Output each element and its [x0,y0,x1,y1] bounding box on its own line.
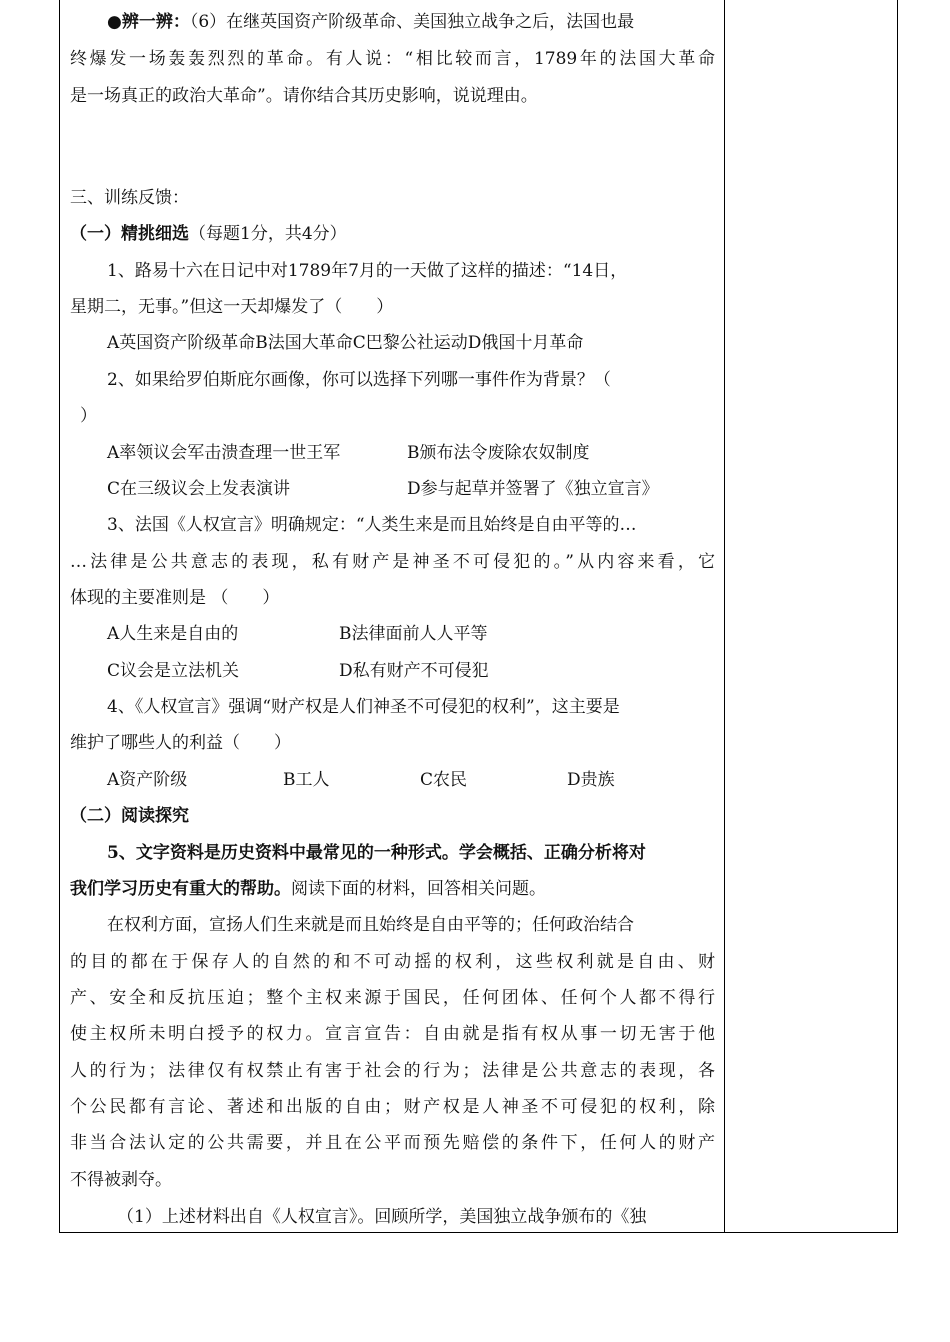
q4-option-c: C农民 [420,770,468,790]
part1-title: （一）精挑细选 [70,224,189,244]
q3-option-c: C议会是立法机关 [107,661,240,681]
q4-option-a: A资产阶级 [107,770,188,790]
material-line-7: 非当合法认定的公共需要，并且在公平而预先赔偿的条件下，任何人的财产 [70,1133,715,1153]
q2-line-1: 2、如果给罗伯斯庇尔画像，你可以选择下列哪一事件作为背景？（ [107,370,611,390]
q3-line-1: 3、法国《人权宣言》明确规定：“人类生来是而且始终是自由平等的… [107,515,637,535]
q5-line-1: 5、文字资料是历史资料中最常见的一种形式。学会概括、正确分析将对 [107,843,646,863]
q2-line-2: ） [80,406,97,426]
q4-line-2: 维护了哪些人的利益（ ） [70,733,291,753]
q2-option-c: C在三级议会上发表演讲 [107,479,291,499]
material-line-1: 在权利方面，宣扬人们生来就是而且始终是自由平等的；任何政治结合 [107,915,634,935]
q2-option-b: B颁布法令废除农奴制度 [407,443,590,463]
material-line-5: 人的行为；法律仅有权禁止有害于社会的行为；法律是公共意志的表现，各 [70,1061,715,1081]
bian-text: （6）在继英国资产阶级革命、美国独立战争之后，法国也最 [189,12,635,32]
bian-line-2: 终爆发一场轰轰烈烈的革命。有人说：“相比较而言，1789年的法国大革命 [70,49,715,69]
q1-line-1: 1、路易十六在日记中对1789年7月的一天做了这样的描述：“14日， [107,261,628,281]
part1-heading [70,222,347,246]
q3-option-b: B法律面前人人平等 [339,624,488,644]
material-line-3: 产、安全和反抗压迫；整个主权来源于国民，任何团体、任何个人都不得行 [70,988,715,1008]
part2-title: （二）阅读探究 [70,806,189,826]
table-bottom-border [59,1232,898,1233]
q3-option-d: D私有财产不可侵犯 [339,661,489,681]
q5-bold-text: 我们学习历史有重大的帮助。 [70,879,291,899]
table-left-border [59,0,60,1232]
table-right-border [897,0,898,1232]
q5-subquestion-1: （1）上述材料出自《人权宣言》。回顾所学，美国独立战争颁布的《独 [117,1207,647,1227]
material-line-6: 个公民都有言论、著述和出版的自由；财产权是人神圣不可侵犯的权利，除 [70,1097,715,1117]
q4-option-d: D贵族 [567,770,615,790]
material-line-2: 的目的都在于保存人的自然的和不可动摇的权利，这些权利就是自由、财 [70,952,715,972]
material-line-8: 不得被剥夺。 [70,1170,172,1190]
table-column-divider [724,0,725,1232]
part1-note: （每题1分，共4分） [189,224,347,244]
bian-tag: ●辨一辨： [107,12,190,32]
q4-option-b: B工人 [283,770,330,790]
q2-option-a: A率领议会军击溃查理一世王军 [107,443,341,463]
q1-options: A英国资产阶级革命B法国大革命C巴黎公社运动D俄国十月革命 [107,333,584,353]
bian-line-1 [107,10,634,34]
q3-option-a: A人生来是自由的 [107,624,239,644]
q5-instruction: 阅读下面的材料，回答相关问题。 [291,879,546,899]
q3-line-2: …法律是公共意志的表现，私有财产是神圣不可侵犯的。”从内容来看，它 [70,552,715,572]
q3-line-3: 体现的主要准则是 （ ） [70,588,280,608]
bian-line-3: 是一场真正的政治大革命”。请你结合其历史影响，说说理由。 [70,86,538,106]
section-heading: 三、训练反馈： [70,188,189,208]
worksheet-table [59,0,898,1232]
q5-line-2 [70,877,546,901]
material-line-4: 使主权所未明白授予的权力。宣言宣告：自由就是指有权从事一切无害于他 [70,1024,715,1044]
q2-option-d: D参与起草并签署了《独立宣言》 [407,479,659,499]
q1-line-2: 星期二，无事。”但这一天却爆发了（ ） [70,297,394,317]
q4-line-1: 4、《人权宣言》强调“财产权是人们神圣不可侵犯的权利”，这主要是 [107,697,620,717]
